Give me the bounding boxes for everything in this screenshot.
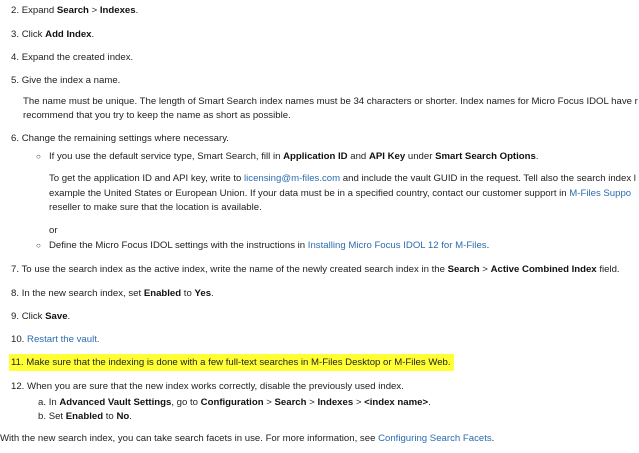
bullet-dot: ○ xyxy=(36,241,41,250)
step-12: 12. When you are sure that the new index works correctly, disable the previously used index. xyxy=(11,381,404,392)
highlighted-step: 11. Make sure that the indexing is done with a few full-text searches in M-Files Desktop or M-Files Web. xyxy=(9,354,454,371)
step-2: 2. Expand Search > Indexes. xyxy=(11,5,139,16)
footer-paragraph: With the new search index, you can take search facets in use. For more information, see Configuring Search Facets. xyxy=(0,433,495,444)
step-11 xyxy=(11,357,454,369)
or-separator: or xyxy=(49,225,58,236)
step-12-sub-b: b. Set Enabled to No. xyxy=(38,411,132,422)
step-6-bullet-2: Define the Micro Focus IDOL settings with the instructions in Installing Micro Focus IDOL 12 for M-Files. xyxy=(49,240,490,251)
step-5: 5. Give the index a name. xyxy=(11,75,121,86)
step-10: 10. Restart the vault. xyxy=(11,334,100,345)
step-9: 9. Click Save. xyxy=(11,311,71,322)
installing-idol-link[interactable]: Installing Micro Focus IDOL 12 for M-Files xyxy=(307,240,487,251)
step-6: 6. Change the remaining settings where necessary. xyxy=(11,133,229,144)
restart-vault-link[interactable]: Restart the vault. xyxy=(27,334,100,345)
step-3: 3. Click Add Index. xyxy=(11,29,95,40)
step-6-detail-line-1: To get the application ID and API key, write to licensing@m-files.com and include the vault GUID in the request. Tell also the search index l xyxy=(49,173,636,184)
configuring-search-facets-link[interactable]: Configuring Search Facets xyxy=(378,433,492,444)
support-link[interactable]: M-Files Suppo xyxy=(569,188,632,199)
step-12-sub-a: a. In Advanced Vault Settings, go to Configuration > Search > Indexes > <index name>. xyxy=(38,397,431,408)
bullet-dot: ○ xyxy=(36,152,41,161)
step-8: 8. In the new search index, set Enabled to Yes. xyxy=(11,288,214,299)
step-6-detail-line-3: reseller to make sure that the location is available. xyxy=(49,202,262,213)
step-7: 7. To use the search index as the active index, write the name of the newly created search index in the Search > Active Combined Index field. xyxy=(11,264,620,275)
step-5-note-line-1: The name must be unique. The length of Smart Search index names must be 34 characters or shorter. Index names for Micro Focus IDOL have r xyxy=(23,96,638,107)
step-6-detail-line-2: example the United States or European Union. If your data must be in a specified country, contact our customer support in M-Files Suppo xyxy=(49,188,632,199)
step-4: 4. Expand the created index. xyxy=(11,52,134,63)
licensing-email-link[interactable]: licensing@m-files.com xyxy=(244,173,341,184)
step-5-note-line-2: recommend that you try to keep the name as short as possible. xyxy=(23,110,291,121)
step-6-bullet-1: If you use the default service type, Smart Search, fill in Application ID and API Key under Smart Search Options. xyxy=(49,151,539,162)
